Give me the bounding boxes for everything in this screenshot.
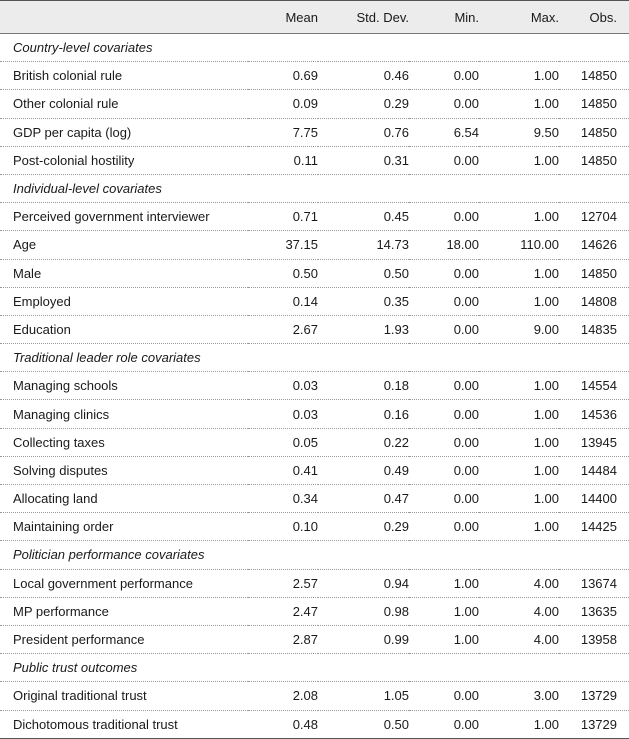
cell-max: 3.00 [479, 682, 559, 710]
row-label: GDP per capita (log) [0, 118, 248, 146]
section-header-row [0, 541, 629, 569]
section-title: Traditional leader role covariates [0, 344, 629, 372]
cell-std-dev: 1.05 [318, 682, 409, 710]
row-label: Solving disputes [0, 456, 248, 484]
table-row [0, 400, 629, 428]
cell-obs: 14400 [559, 485, 629, 513]
row-label: Dichotomous traditional trust [0, 710, 248, 738]
cell-mean: 0.41 [248, 456, 318, 484]
row-label: Allocating land [0, 485, 248, 513]
cell-std-dev: 0.99 [318, 625, 409, 653]
cell-mean: 0.03 [248, 372, 318, 400]
cell-min: 6.54 [409, 118, 479, 146]
cell-mean: 0.71 [248, 203, 318, 231]
cell-min: 1.00 [409, 569, 479, 597]
cell-obs: 14835 [559, 315, 629, 343]
cell-max: 1.00 [479, 90, 559, 118]
table-row [0, 428, 629, 456]
cell-max: 1.00 [479, 203, 559, 231]
row-label: Perceived government interviewer [0, 203, 248, 231]
cell-mean: 2.08 [248, 682, 318, 710]
section-header-row [0, 654, 629, 682]
cell-max: 4.00 [479, 625, 559, 653]
table-row [0, 118, 629, 146]
cell-std-dev: 0.76 [318, 118, 409, 146]
row-label: Collecting taxes [0, 428, 248, 456]
cell-min: 0.00 [409, 62, 479, 90]
section-title: Public trust outcomes [0, 654, 629, 682]
cell-obs: 14850 [559, 90, 629, 118]
header-label-column [0, 1, 248, 34]
row-label: Local government performance [0, 569, 248, 597]
cell-mean: 2.47 [248, 597, 318, 625]
cell-max: 1.00 [479, 146, 559, 174]
section-header-row [0, 344, 629, 372]
row-label: Other colonial rule [0, 90, 248, 118]
cell-mean: 2.87 [248, 625, 318, 653]
cell-std-dev: 0.98 [318, 597, 409, 625]
header-row [0, 1, 629, 34]
cell-obs: 14626 [559, 231, 629, 259]
cell-obs: 14850 [559, 62, 629, 90]
cell-max: 1.00 [479, 259, 559, 287]
table-row [0, 372, 629, 400]
cell-mean: 37.15 [248, 231, 318, 259]
cell-min: 18.00 [409, 231, 479, 259]
cell-mean: 2.57 [248, 569, 318, 597]
row-label: Age [0, 231, 248, 259]
cell-std-dev: 0.47 [318, 485, 409, 513]
cell-std-dev: 0.50 [318, 710, 409, 738]
table-row [0, 513, 629, 541]
cell-max: 110.00 [479, 231, 559, 259]
cell-min: 0.00 [409, 485, 479, 513]
cell-min: 0.00 [409, 287, 479, 315]
row-label: Post-colonial hostility [0, 146, 248, 174]
table-row [0, 315, 629, 343]
table-row [0, 625, 629, 653]
cell-max: 1.00 [479, 485, 559, 513]
cell-min: 0.00 [409, 372, 479, 400]
cell-mean: 0.09 [248, 90, 318, 118]
cell-min: 0.00 [409, 682, 479, 710]
cell-std-dev: 0.22 [318, 428, 409, 456]
cell-min: 0.00 [409, 90, 479, 118]
cell-min: 0.00 [409, 259, 479, 287]
cell-mean: 2.67 [248, 315, 318, 343]
cell-obs: 14850 [559, 118, 629, 146]
table-row [0, 90, 629, 118]
row-label: Male [0, 259, 248, 287]
table-row [0, 287, 629, 315]
header-mean: Mean [248, 1, 318, 34]
cell-obs: 13674 [559, 569, 629, 597]
section-header-row [0, 174, 629, 202]
cell-min: 1.00 [409, 625, 479, 653]
cell-max: 1.00 [479, 372, 559, 400]
row-label: British colonial rule [0, 62, 248, 90]
cell-std-dev: 0.45 [318, 203, 409, 231]
table-row [0, 231, 629, 259]
table-header [0, 1, 629, 34]
table-row [0, 597, 629, 625]
cell-min: 0.00 [409, 203, 479, 231]
cell-mean: 7.75 [248, 118, 318, 146]
table-row [0, 62, 629, 90]
cell-mean: 0.10 [248, 513, 318, 541]
row-label: Managing clinics [0, 400, 248, 428]
cell-std-dev: 0.29 [318, 513, 409, 541]
cell-obs: 14808 [559, 287, 629, 315]
cell-obs: 12704 [559, 203, 629, 231]
row-label: Education [0, 315, 248, 343]
header-min: Min. [409, 1, 479, 34]
cell-std-dev: 0.50 [318, 259, 409, 287]
cell-min: 0.00 [409, 513, 479, 541]
table-row [0, 146, 629, 174]
cell-obs: 13945 [559, 428, 629, 456]
row-label: MP performance [0, 597, 248, 625]
cell-mean: 0.69 [248, 62, 318, 90]
cell-obs: 13958 [559, 625, 629, 653]
cell-std-dev: 0.31 [318, 146, 409, 174]
cell-max: 9.00 [479, 315, 559, 343]
row-label: President performance [0, 625, 248, 653]
header-std-dev: Std. Dev. [318, 1, 409, 34]
table-row [0, 259, 629, 287]
cell-obs: 13729 [559, 710, 629, 738]
table-row [0, 203, 629, 231]
header-max: Max. [479, 1, 559, 34]
cell-mean: 0.34 [248, 485, 318, 513]
row-label: Employed [0, 287, 248, 315]
cell-obs: 14850 [559, 146, 629, 174]
cell-min: 0.00 [409, 428, 479, 456]
cell-min: 0.00 [409, 400, 479, 428]
table-row [0, 710, 629, 738]
table-row [0, 682, 629, 710]
cell-max: 1.00 [479, 710, 559, 738]
cell-mean: 0.14 [248, 287, 318, 315]
section-header-row [0, 34, 629, 62]
cell-obs: 14425 [559, 513, 629, 541]
row-label: Maintaining order [0, 513, 248, 541]
cell-min: 0.00 [409, 456, 479, 484]
row-label: Original traditional trust [0, 682, 248, 710]
cell-max: 4.00 [479, 569, 559, 597]
cell-obs: 14484 [559, 456, 629, 484]
cell-obs: 14850 [559, 259, 629, 287]
cell-min: 0.00 [409, 710, 479, 738]
table-row [0, 456, 629, 484]
cell-mean: 0.48 [248, 710, 318, 738]
cell-std-dev: 14.73 [318, 231, 409, 259]
cell-std-dev: 1.93 [318, 315, 409, 343]
cell-obs: 13635 [559, 597, 629, 625]
cell-max: 1.00 [479, 513, 559, 541]
row-label: Managing schools [0, 372, 248, 400]
section-title: Country-level covariates [0, 34, 629, 62]
cell-max: 1.00 [479, 400, 559, 428]
cell-std-dev: 0.35 [318, 287, 409, 315]
cell-std-dev: 0.46 [318, 62, 409, 90]
cell-min: 0.00 [409, 315, 479, 343]
cell-mean: 0.11 [248, 146, 318, 174]
cell-max: 1.00 [479, 428, 559, 456]
cell-mean: 0.50 [248, 259, 318, 287]
cell-mean: 0.05 [248, 428, 318, 456]
cell-std-dev: 0.16 [318, 400, 409, 428]
cell-obs: 14554 [559, 372, 629, 400]
table-body [0, 34, 629, 739]
section-title: Politician performance covariates [0, 541, 629, 569]
header-obs: Obs. [559, 1, 629, 34]
table-row [0, 569, 629, 597]
cell-std-dev: 0.94 [318, 569, 409, 597]
table-row [0, 485, 629, 513]
cell-std-dev: 0.18 [318, 372, 409, 400]
cell-max: 4.00 [479, 597, 559, 625]
cell-mean: 0.03 [248, 400, 318, 428]
cell-std-dev: 0.29 [318, 90, 409, 118]
cell-obs: 13729 [559, 682, 629, 710]
cell-max: 1.00 [479, 456, 559, 484]
cell-max: 9.50 [479, 118, 559, 146]
section-title: Individual-level covariates [0, 174, 629, 202]
cell-max: 1.00 [479, 62, 559, 90]
cell-max: 1.00 [479, 287, 559, 315]
cell-min: 0.00 [409, 146, 479, 174]
cell-std-dev: 0.49 [318, 456, 409, 484]
cell-min: 1.00 [409, 597, 479, 625]
cell-obs: 14536 [559, 400, 629, 428]
